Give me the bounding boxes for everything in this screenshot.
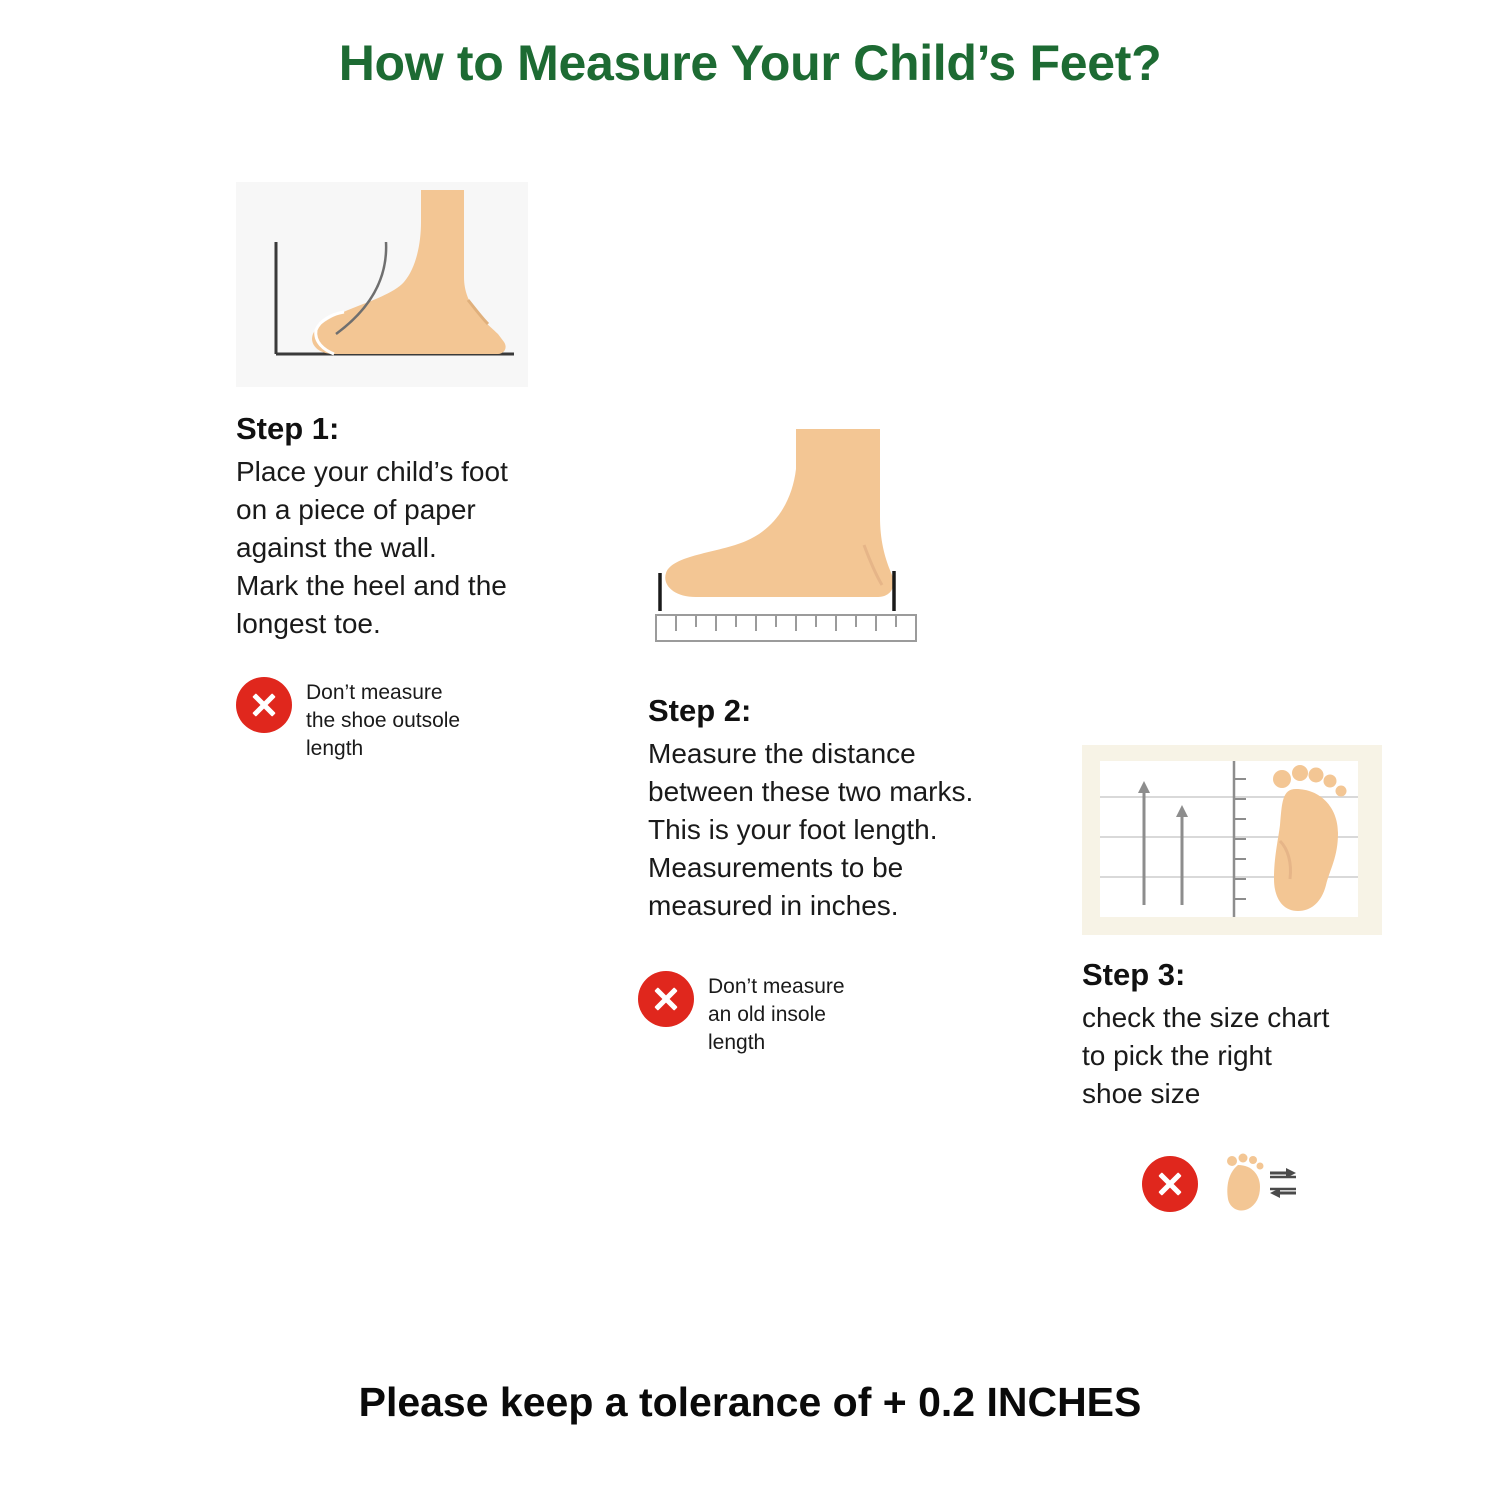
step-2-warning [638, 971, 1078, 1056]
step-2-warning-line-1: Don’t measure [708, 975, 845, 999]
step-3-line-2: to pick the right [1082, 1040, 1272, 1072]
step-2-line-1: Measure the distance [648, 738, 916, 769]
step-1-line-2: on a piece of paper [236, 494, 476, 526]
step-3-body [1082, 999, 1412, 1113]
step-1-line-1: Place your child’s foot [236, 456, 508, 487]
step-1-warning-text [306, 677, 460, 762]
step-2-warning-line-2: an old insole [708, 1003, 826, 1027]
step-1-body [236, 453, 546, 643]
step-2-body [648, 735, 1078, 925]
step-3-heading: Step 3: [1082, 957, 1186, 992]
step-1-block [236, 182, 546, 763]
step-2-line-5: measured in inches. [648, 890, 899, 922]
foot-against-wall-svg [236, 182, 528, 387]
step-2-line-4: Measurements to be [648, 852, 904, 884]
foot-on-ruler-illustration [648, 425, 948, 665]
step-1-warning-line-3: length [306, 736, 364, 760]
step-1-warning-line-2: the shoe outsole [306, 709, 461, 733]
footprint-on-grid-illustration [1082, 745, 1382, 935]
foot-against-wall-illustration [236, 182, 528, 387]
red-x-icon [236, 677, 292, 733]
red-x-icon [638, 971, 694, 1027]
footprint-grid-svg [1082, 745, 1382, 935]
step-1-warning [236, 677, 546, 762]
step-2-line-3: This is your foot length. [648, 814, 938, 846]
step-2-warning-text [708, 971, 845, 1056]
step-2-heading: Step 2: [648, 693, 752, 728]
red-x-icon [1142, 1156, 1198, 1212]
foot-measure-arrows-svg [1212, 1153, 1304, 1215]
step-1-line-4: Mark the heel and the [236, 570, 507, 602]
step-3-line-1: check the size chart [1082, 1002, 1330, 1033]
step-2-line-2: between these two marks. [648, 776, 974, 808]
step-3-line-3: shoe size [1082, 1078, 1201, 1110]
step-1-line-3: against the wall. [236, 532, 437, 564]
step-1-line-5: longest toe. [236, 608, 381, 640]
step-1-heading: Step 1: [236, 411, 340, 446]
foot-on-ruler-svg [648, 425, 948, 665]
foot-with-arrows-icon [1212, 1153, 1304, 1215]
step-2-block [648, 425, 1078, 1057]
page-title: How to Measure Your Child’s Feet? [338, 35, 1162, 91]
step-1-warning-line-1: Don’t measure [306, 681, 443, 705]
step-3-block [1082, 745, 1412, 1215]
step-3-warning [1142, 1153, 1412, 1215]
step-2-warning-line-3: length [708, 1030, 766, 1054]
tolerance-note: Please keep a tolerance of + 0.2 INCHES [358, 1379, 1142, 1425]
